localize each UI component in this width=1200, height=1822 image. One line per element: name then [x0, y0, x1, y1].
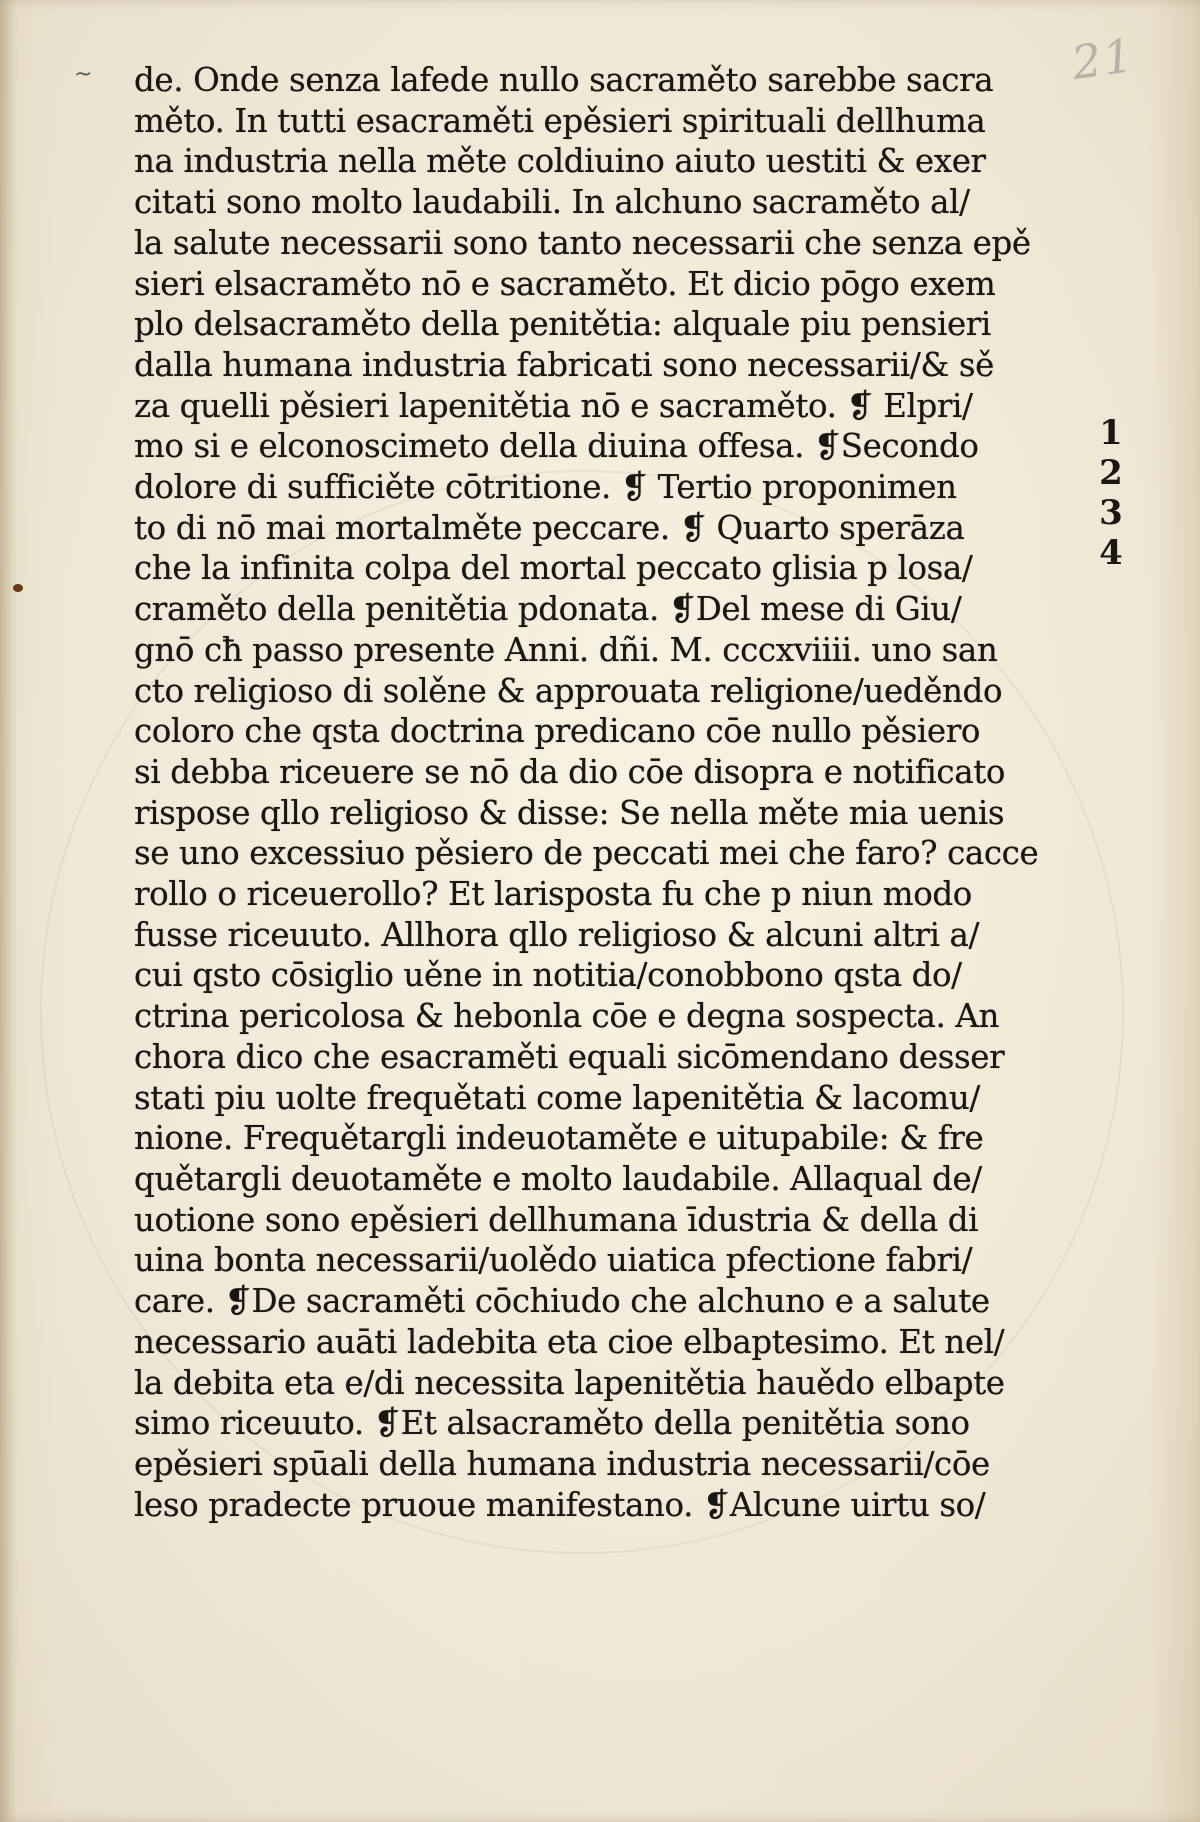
text-line: epěsieri spūali della humana industria necessarii/cōe [134, 1444, 990, 1483]
margin-numeral: 4 [1099, 533, 1123, 573]
margin-mark: ~ [74, 62, 93, 87]
folio-number: 21 [1068, 27, 1139, 91]
text-line: fusse riceuuto. Allhora qllo religioso & alcuni altri a/ [134, 915, 980, 954]
text-line: leso pradecte pruoue manifestano. ❡Alcune uirtu so/ [134, 1485, 986, 1524]
margin-numerals [1096, 413, 1126, 573]
text-line: mo si e elconoscimeto della diuina offesa. ❡Secondo [134, 427, 979, 466]
text-line: necessario auāti ladebita eta cioe elbaptesimo. Et nel/ [134, 1322, 1005, 1361]
text-line: de. Onde senza lafede nullo sacraměto sarebbe sacra [134, 61, 994, 99]
text-line: měto. In tutti esacraměti epěsieri spirituali dellhuma [134, 101, 986, 140]
text-line: se uno excessiuo pěsiero de peccati mei che faro? cacce [134, 834, 1039, 873]
text-line: simo riceuuto. ❡Et alsacraměto della penitětia sono [134, 1404, 970, 1443]
text-line: stati piu uolte frequětati come lapenitětia & lacomu/ [134, 1078, 980, 1117]
text-line: rispose qllo religioso & disse: Se nella měte mia uenis [134, 793, 1005, 832]
text-line: chora dico che esacraměti equali sicōmendano desser [134, 1037, 1005, 1076]
text-line: dalla humana industria fabricati sono necessarii/& sě [134, 345, 994, 384]
margin-numeral: 2 [1099, 453, 1123, 493]
text-line: dolore di sufficiěte cōtritione. ❡ Tertio proponimen [134, 468, 957, 507]
text-line: gnō cħ passo presente Anni. dñi. M. cccxviiii. uno san [134, 630, 998, 669]
text-line: la debita eta e/di necessita lapenitětia hauědo elbapte [134, 1363, 1005, 1402]
text-line: nione. Frequětargli indeuotaměte e uitupabile: & fre [134, 1119, 984, 1158]
ink-stain [13, 584, 23, 592]
text-line: uina bonta necessarii/uolědo uiatica pfectione fabri/ [134, 1241, 973, 1280]
text-line: ctrina pericolosa & hebonla cōe e degna sospecta. An [134, 997, 999, 1036]
text-line: plo delsacraměto della penitětia: alquale piu pensieri [134, 305, 991, 344]
text-line: na industria nella měte coldiuino aiuto uestiti & exer [134, 142, 986, 181]
text-line: za quelli pěsieri lapenitětia nō e sacraměto. ❡ Elpri/ [134, 386, 973, 425]
text-line: craměto della penitětia pdonata. ❡Del mese di Giu/ [134, 590, 962, 629]
text-line: si debba riceuere se nō da dio cōe disopra e notificato [134, 752, 1006, 791]
margin-numeral: 1 [1099, 413, 1123, 453]
text-line: coloro che qsta doctrina predicano cōe nullo pěsiero [134, 712, 981, 751]
text-line: cui qsto cōsiglio uěne in notitia/conobbono qsta do/ [134, 956, 962, 995]
text-line: quětargli deuotaměte e molto laudabile. Allaqual de/ [134, 1159, 982, 1198]
margin-numeral: 3 [1099, 493, 1123, 533]
text-line: citati sono molto laudabili. In alchuno sacraměto al/ [134, 183, 970, 222]
text-line: cto religioso di solěne & approuata religione/ueděndo [134, 671, 1003, 710]
text-line: la salute necessarii sono tanto necessarii che senza epě [134, 223, 1031, 262]
body-text [134, 60, 1039, 1525]
text-line: to di nō mai mortalměte peccare. ❡ Quarto sperāza [134, 508, 965, 547]
text-line: care. ❡De sacraměti cōchiudo che alchuno e a salute [134, 1282, 990, 1321]
text-line: sieri elsacraměto nō e sacraměto. Et dicio pōgo exem [134, 264, 996, 303]
text-line: uotione sono epěsieri dellhumana īdustria & della di [134, 1200, 979, 1239]
text-line: rollo o riceuerollo? Et larisposta fu che p niun modo [134, 875, 972, 914]
text-line: che la infinita colpa del mortal peccato glisia p losa/ [134, 549, 973, 588]
